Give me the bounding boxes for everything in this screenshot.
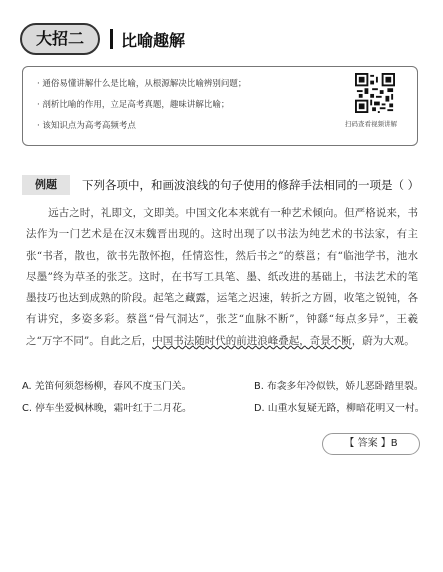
passage-ending: ，蔚为大观。 [351, 334, 415, 347]
passage [26, 203, 418, 352]
option-d[interactable]: D. 山重水复疑无路，柳暗花明又一村。 [254, 403, 425, 414]
info-bullet: · 通俗易懂讲解什么是比喻，从根源解决比喻辨别问题； [37, 74, 246, 95]
example-row [22, 174, 422, 196]
option-c[interactable]: C. 停车坐爱枫林晚，霜叶红于二月花。 [22, 403, 192, 414]
info-bullets [37, 74, 246, 137]
title-divider [110, 29, 113, 49]
section-tag: 大招二 [20, 23, 100, 55]
qr-caption: 扫码查看视频讲解 [345, 120, 397, 128]
answer-badge: 【 答案 】B [322, 433, 420, 455]
qr-code-icon[interactable] [355, 73, 395, 113]
wavy-underlined-sentence: 中国书法随时代的前进浪峰叠起，奇景不断 [152, 334, 352, 347]
passage-text: 远古之时，礼即文，文即美。中国文化本来就有一种艺术倾向。但严格说来，书法作为一门艺术是在汉末魏晋出现的。这时出现了以书法为纯艺术的书法家，有主张“书者，散也，欲书先散怀抱，任情恣性，然后书之”的蔡邕；有“临池学书，池水尽墨”终为草圣的张芝。这时，在书写工具笔、墨、纸改进的基础上，书法艺术的笔墨技巧也达到成熟的阶段。起笔之藏露，运笔之迟速，转折之方圆，收笔之锐钝，各有讲究，多姿多彩。蔡邕“骨气洞达”，张芝“血脉不断”，钟繇“每点多异”，王羲之“万字不同”。自此之后， [26, 207, 418, 347]
info-bullet: · 该知识点为高考高频考点 [37, 116, 246, 137]
question-text: 下列各项中，和画波浪线的句子使用的修辞手法相同的一项是（ ） [82, 178, 420, 192]
section-title: 比喻趣解 [121, 30, 186, 50]
example-label: 例题 [22, 175, 70, 195]
info-bullet: · 剖析比喻的作用，立足高考真题，趣味讲解比喻； [37, 95, 246, 116]
option-a[interactable]: A. 羌笛何须怨杨柳，春风不度玉门关。 [22, 381, 192, 392]
info-box [22, 66, 418, 146]
option-b[interactable]: B. 布衾多年冷似铁，娇儿恶卧踏里裂。 [254, 381, 424, 392]
section-header [20, 22, 185, 56]
